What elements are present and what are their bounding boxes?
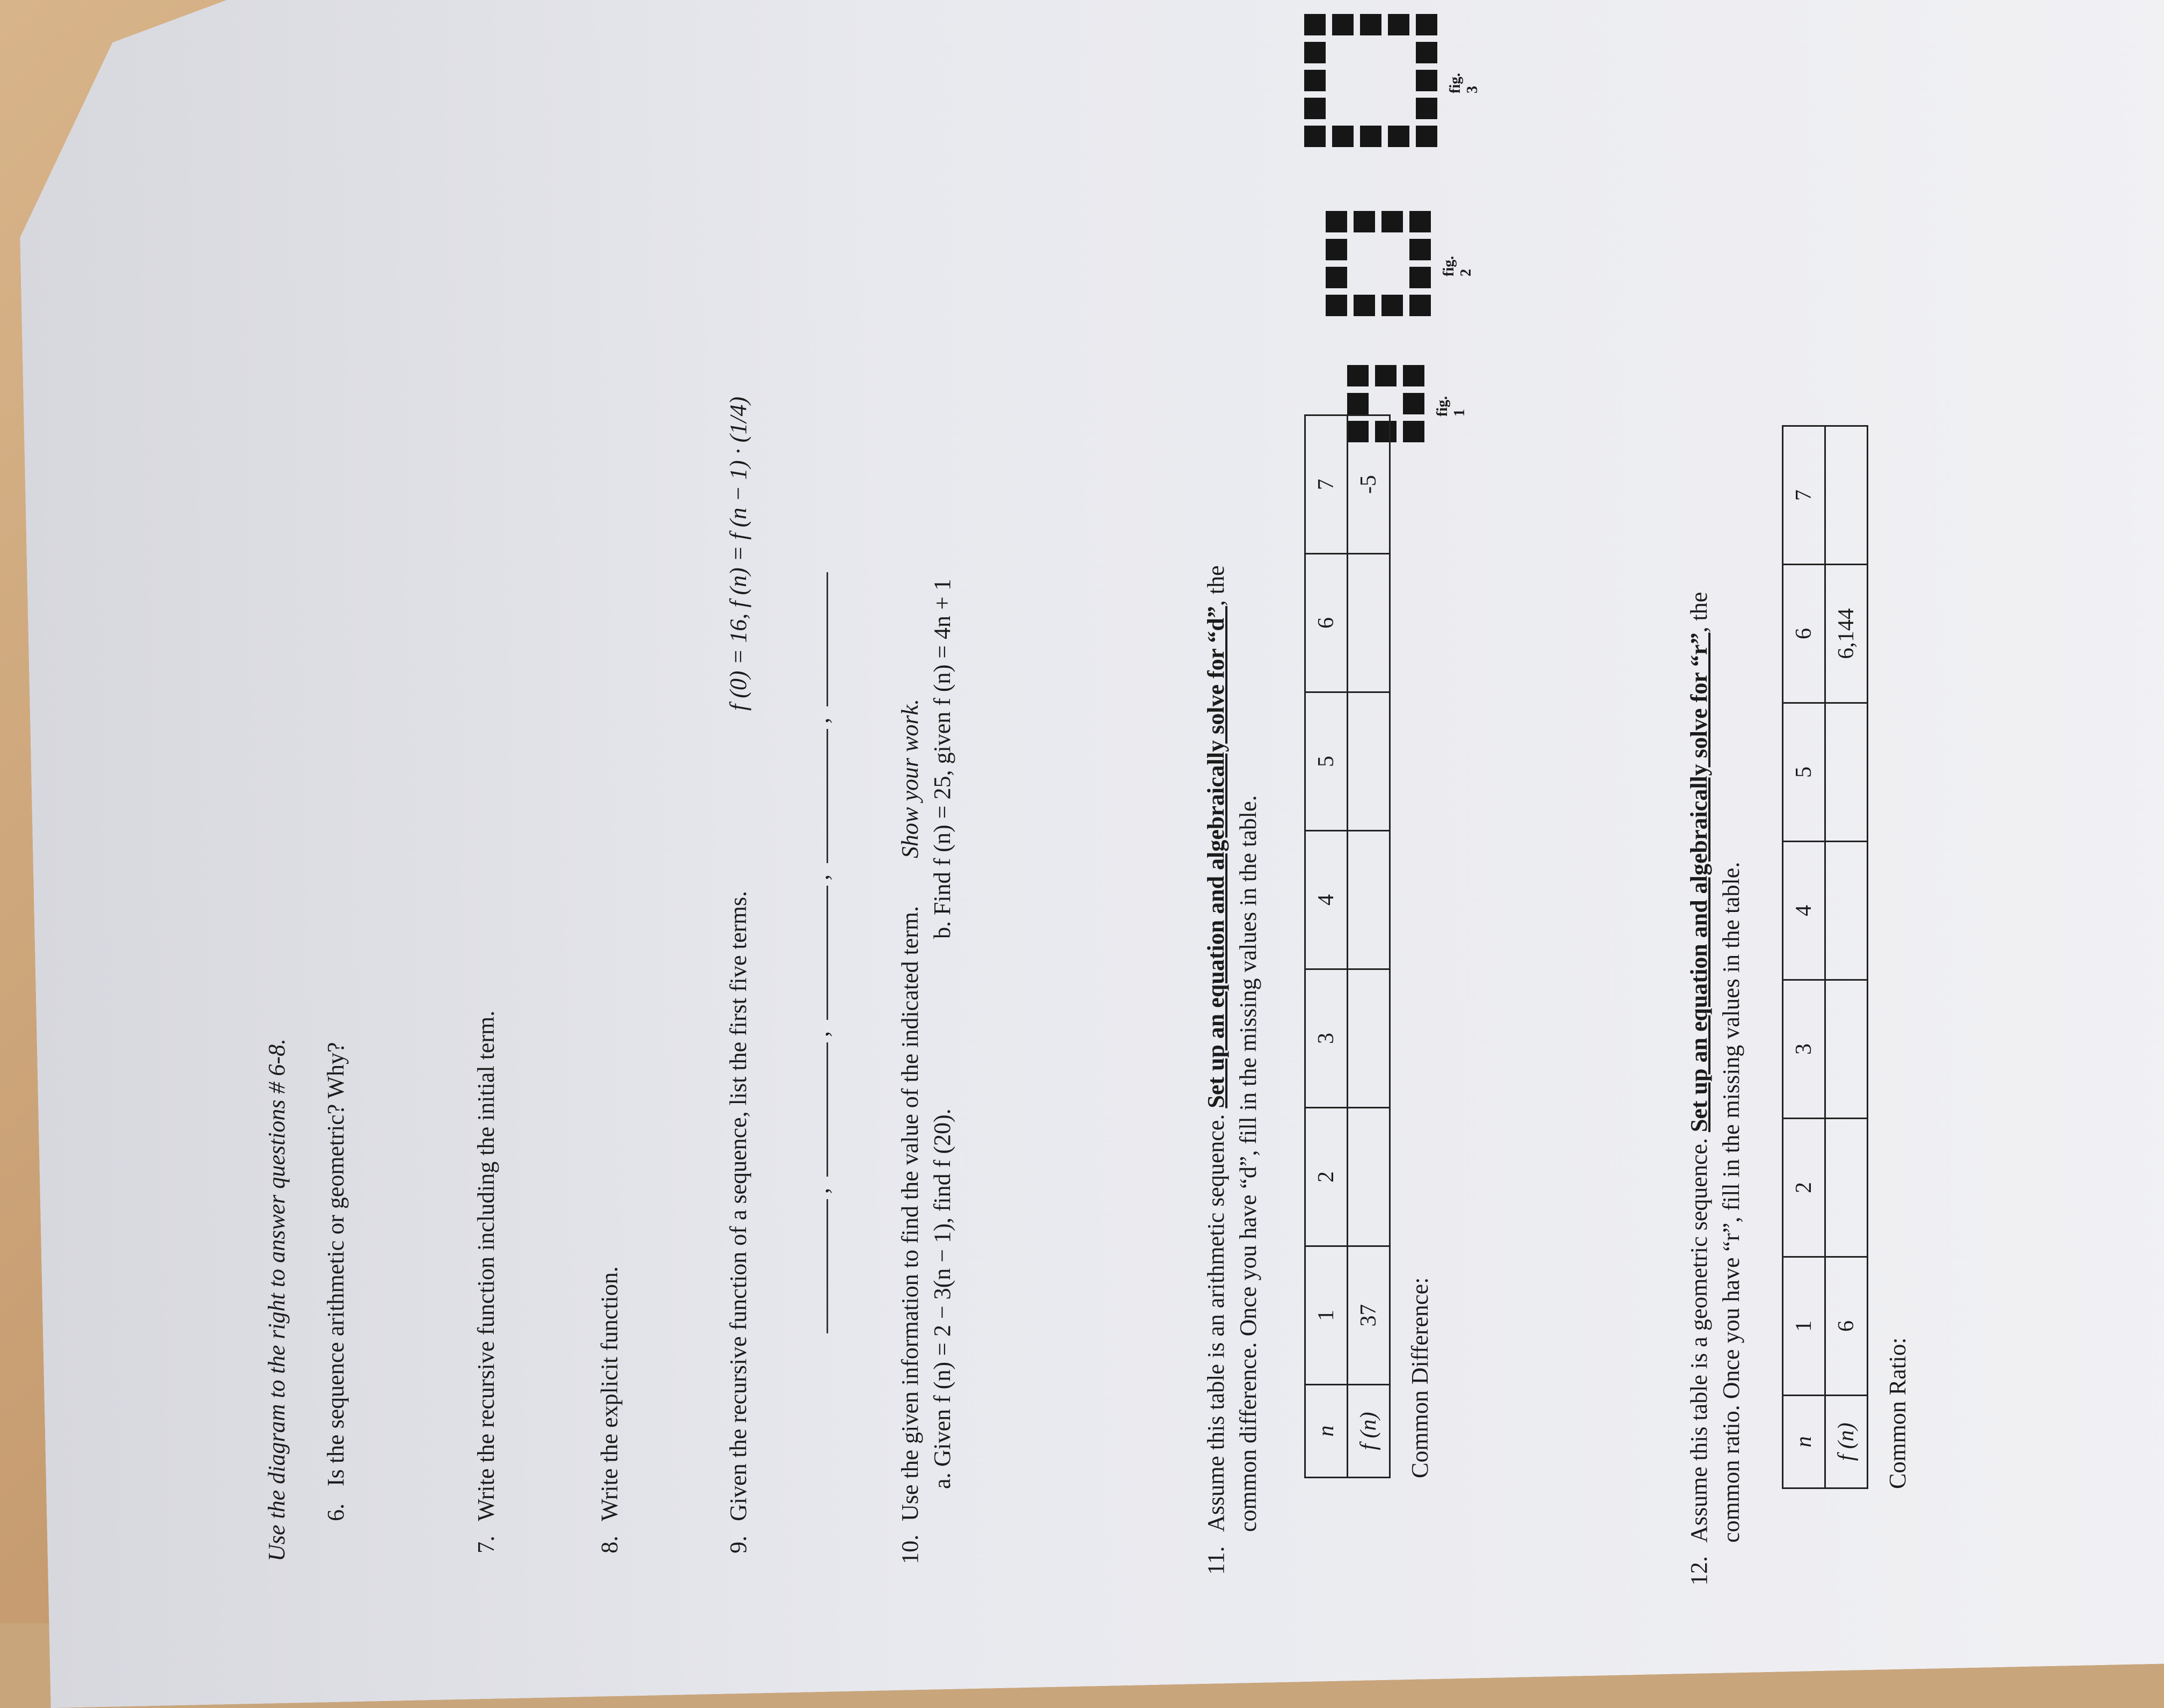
q9-formula: f (0) = 16, f (n) = f (n − 1) · (1/4) [725, 396, 751, 711]
figure-square [1409, 239, 1431, 260]
q12-n-cell: 3 [1783, 980, 1825, 1119]
figure-square [1354, 211, 1375, 232]
figure-square [1304, 14, 1326, 35]
q9-text: Given the recursive function of a sequence, list the first five terms. [725, 891, 751, 1521]
q11-n-cell: 6 [1305, 554, 1348, 692]
q12-n-cell: 7 [1783, 426, 1825, 565]
figure-square [1409, 267, 1431, 288]
q11-n-cell: 3 [1305, 969, 1348, 1108]
q6-number: 6. [323, 1503, 349, 1521]
figure-square [1326, 211, 1347, 232]
q11-n-cell: 5 [1305, 692, 1348, 831]
figure-square [1304, 70, 1326, 91]
figure-square [1416, 98, 1437, 119]
figure-square [1304, 126, 1326, 147]
figure-square [1347, 365, 1369, 386]
figure-square [1332, 126, 1354, 147]
instructions: Use the diagram to the right to answer questions # 6-8. [264, 1038, 290, 1561]
q11-fn-cell: -5 [1348, 415, 1390, 554]
q12-n-cell: 4 [1783, 842, 1825, 980]
figure-square [1326, 239, 1347, 260]
figure-square [1326, 267, 1347, 288]
figure-square [1354, 295, 1375, 316]
q12-fn-label: f (n) [1825, 1396, 1868, 1488]
q12-n-label: n [1783, 1396, 1825, 1488]
figure-square [1403, 393, 1424, 414]
figure-square [1304, 42, 1326, 63]
q12-fn-cell: 6 [1825, 1257, 1868, 1396]
q12-n-cell: 6 [1783, 565, 1825, 703]
q10-part-b: b. Find f (n) = 25, given f (n) = 4n + 1 [929, 579, 955, 939]
figure-square [1388, 126, 1409, 147]
figure-square [1409, 211, 1431, 232]
q11-line2: common difference. Once you have “d”, fill in the missing values in the table. [1235, 795, 1261, 1532]
q8-number: 8. [596, 1536, 623, 1553]
q12-line1-pre: Assume this table is a geometric sequence. [1686, 1138, 1712, 1543]
q11-number: 11. [1203, 1546, 1229, 1575]
q12-footer: Common Ratio: [1884, 1337, 1911, 1489]
q12-fn-cell[interactable] [1825, 426, 1868, 565]
q6-text: Is the sequence arithmetic or geometric? Why? [323, 1042, 349, 1486]
q11-fn-cell[interactable] [1348, 692, 1390, 831]
figure-square [1416, 14, 1437, 35]
figure-square [1347, 393, 1369, 414]
q11-footer: Common Difference: [1407, 1277, 1433, 1478]
figure-square [1381, 295, 1403, 316]
q12-n-row [1783, 426, 1825, 1488]
figure-square [1332, 14, 1354, 35]
figure-square [1416, 42, 1437, 63]
q12-n-cell: 1 [1783, 1257, 1825, 1396]
q11-fn-cell[interactable] [1348, 554, 1390, 692]
q12-fn-cell: 6,144 [1825, 565, 1868, 703]
q9-blank-2[interactable] [805, 1042, 828, 1177]
q11-n-cell: 1 [1305, 1246, 1348, 1385]
figure-label: fig. 1 [1434, 396, 1468, 417]
q11-fn-cell[interactable] [1348, 1108, 1390, 1246]
q8-text: Write the explicit function. [596, 1266, 623, 1521]
q11-line1 [1202, 565, 1231, 1532]
q12-fn-row [1825, 426, 1868, 1488]
q10-note: Show your work. [897, 699, 923, 858]
q11-fn-label: f (n) [1348, 1385, 1390, 1478]
figure-square [1360, 126, 1381, 147]
q12-fn-cell[interactable] [1825, 980, 1868, 1119]
q11-n-cell: 4 [1305, 831, 1348, 969]
q11-n-cell: 7 [1305, 415, 1348, 554]
figure-square [1388, 14, 1409, 35]
q11-fn-cell[interactable] [1348, 969, 1390, 1108]
q11-line1-post: , the [1203, 565, 1229, 607]
q12-number: 12. [1686, 1556, 1712, 1586]
q9-blank-1[interactable] [805, 1199, 828, 1333]
figure-label: fig. 3 [1447, 72, 1481, 93]
figure-square [1326, 295, 1347, 316]
q12-fn-cell[interactable] [1825, 703, 1868, 842]
figure-square [1403, 365, 1424, 386]
q11-n-label: n [1305, 1385, 1348, 1478]
q9-blank-3[interactable] [805, 886, 828, 1020]
q11-n-row [1305, 415, 1348, 1478]
figure-square [1360, 14, 1381, 35]
q11-table [1304, 414, 1391, 1478]
q10-text: Use the given information to find the value of the indicated term. [897, 906, 923, 1521]
q7-text: Write the recursive function including the initial term. [473, 1010, 499, 1521]
q10-number: 10. [897, 1535, 923, 1564]
q10-part-a: a. Given f (n) = 2 − 3(n − 1), find f (20). [929, 1108, 955, 1489]
q11-line1-pre: Assume this table is an arithmetic sequence. [1203, 1114, 1229, 1532]
q11-line1-emphasis: Set up an equation and algebraically solve for “d” [1203, 606, 1229, 1108]
q11-fn-row [1348, 415, 1390, 1478]
q9-answer-blanks[interactable]: , , , , [805, 567, 835, 1339]
q12-line2: common ratio. Once you have “r”, fill in the missing values in the table. [1718, 862, 1744, 1543]
q9-number: 9. [725, 1536, 751, 1553]
q9-blank-5[interactable] [805, 572, 828, 706]
q12-fn-cell[interactable] [1825, 842, 1868, 980]
q12-n-cell: 2 [1783, 1119, 1825, 1257]
q12-table [1782, 425, 1868, 1489]
q11-n-cell: 2 [1305, 1108, 1348, 1246]
figure-label: fig. 2 [1441, 256, 1474, 276]
q12-line1-post: , the [1686, 592, 1712, 633]
q9-blank-4[interactable] [805, 729, 828, 863]
q11-fn-cell[interactable] [1348, 831, 1390, 969]
q11-fn-cell: 37 [1348, 1246, 1390, 1385]
figure-square [1416, 70, 1437, 91]
figure-square [1375, 365, 1397, 386]
q7-number: 7. [473, 1536, 499, 1553]
q12-fn-cell[interactable] [1825, 1119, 1868, 1257]
q12-line1 [1685, 592, 1714, 1543]
figure-square [1381, 211, 1403, 232]
figure-square [1416, 126, 1437, 147]
figure-square [1409, 295, 1431, 316]
q12-n-cell: 5 [1783, 703, 1825, 842]
q12-line1-emphasis: Set up an equation and algebraically solve for “r” [1686, 632, 1712, 1133]
figure-square [1304, 98, 1326, 119]
figure-square [1403, 421, 1424, 442]
